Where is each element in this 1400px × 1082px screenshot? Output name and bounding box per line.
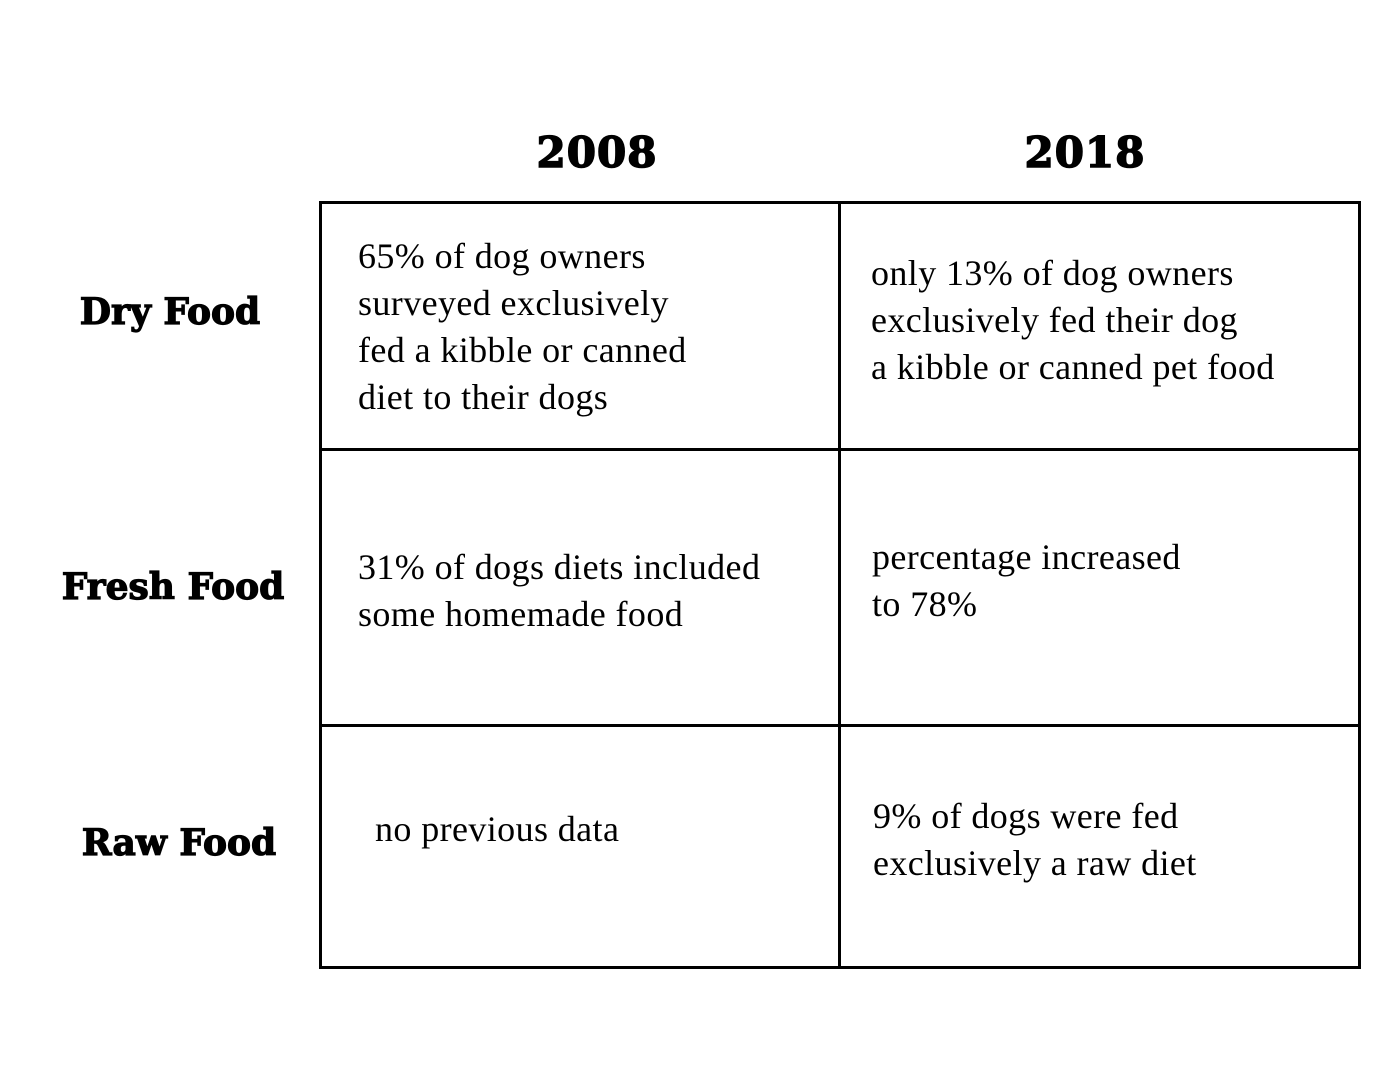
row-header-raw-food: Raw Food bbox=[81, 822, 277, 864]
cell-dry-food-2008: 65% of dog owners surveyed exclusively fed a kibble or canned diet to their dogs bbox=[358, 236, 687, 417]
row-divider bbox=[319, 448, 1361, 451]
row-header-fresh-food: Fresh Food bbox=[61, 566, 285, 608]
row-divider bbox=[319, 724, 1361, 727]
column-header-2018: 2018 bbox=[1024, 128, 1146, 177]
cell-fresh-food-2008: 31% of dogs diets included some homemade food bbox=[358, 547, 761, 634]
cell-fresh-food-2018: percentage increased to 78% bbox=[872, 537, 1181, 624]
column-divider bbox=[838, 201, 841, 969]
cell-dry-food-2018: only 13% of dog owners exclusively fed their dog a kibble or canned pet food bbox=[871, 253, 1275, 387]
column-header-2008: 2008 bbox=[536, 128, 658, 177]
row-header-dry-food: Dry Food bbox=[79, 291, 261, 333]
cell-raw-food-2008: no previous data bbox=[375, 809, 620, 849]
cell-raw-food-2018: 9% of dogs were fed exclusively a raw diet bbox=[873, 796, 1197, 883]
